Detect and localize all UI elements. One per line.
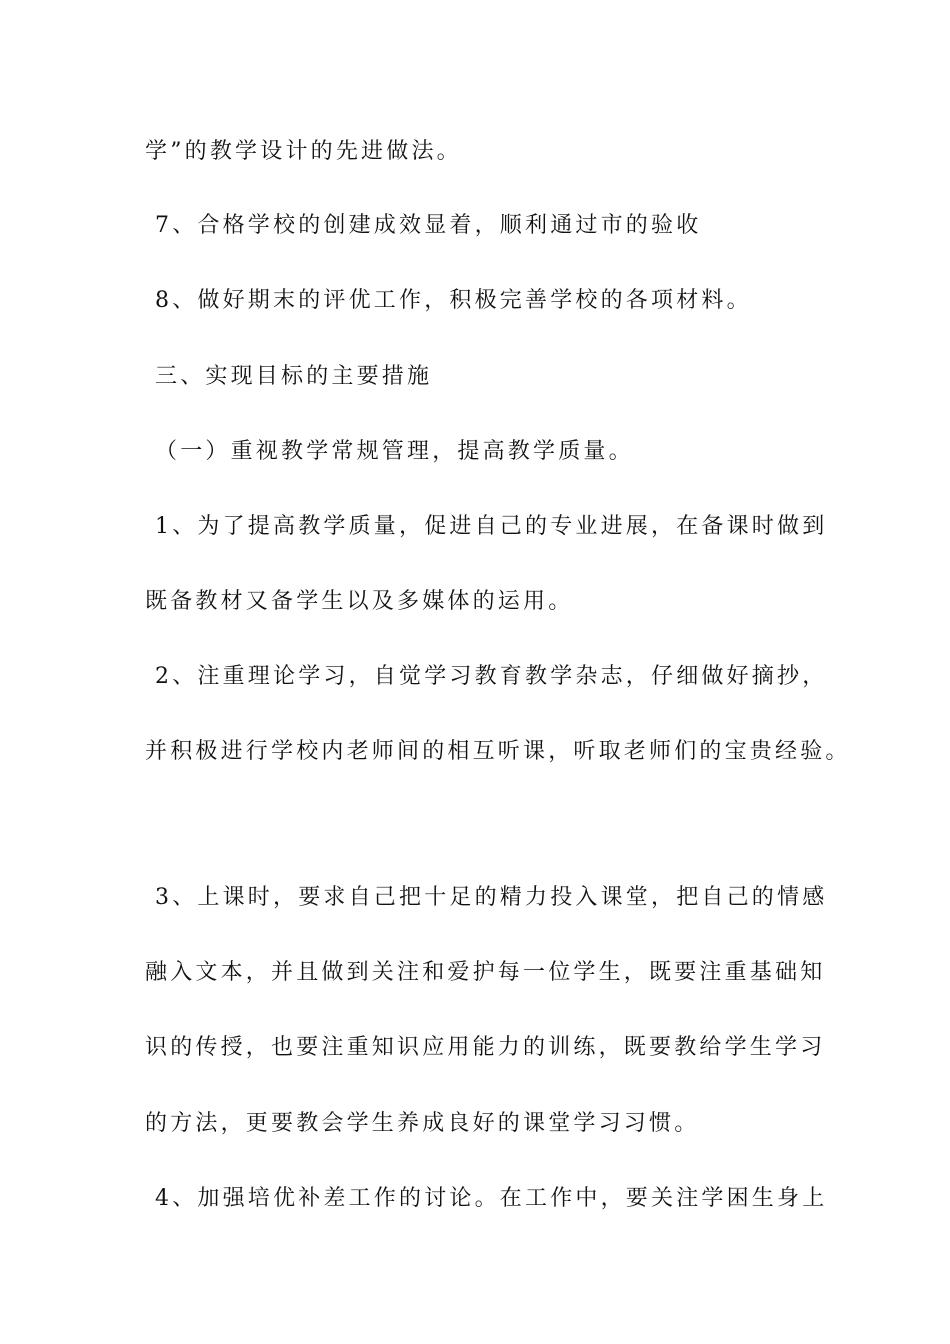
paragraph-4-line-1: 4、加强培优补差工作的讨论。在工作中，要关注学困生身上	[155, 1186, 828, 1211]
paragraph-3-line-3: 识的传授，也要注重知识应用能力的训练，既要教给学生学习	[145, 1035, 826, 1060]
paragraph-3-line-2: 融入文本，并且做到关注和爱护每一位学生，既要注重基础知	[145, 960, 826, 985]
paragraph-3-line-4: 的方法，更要教会学生养成良好的课堂学习习惯。	[145, 1111, 700, 1136]
text-line: 学”的教学设计的先进做法。	[145, 139, 462, 164]
section-heading: 三、实现目标的主要措施	[155, 364, 433, 389]
subsection-heading: （一）重视教学常规管理，提高教学质量。	[155, 439, 634, 464]
paragraph-2-line-1: 2、注重理论学习，自觉学习教育教学杂志，仔细做好摘抄，	[155, 664, 828, 689]
paragraph-1-line-2: 既备教材又备学生以及多媒体的运用。	[145, 589, 574, 614]
paragraph-3-line-1: 3、上课时，要求自己把十足的精力投入课堂，把自己的情感	[155, 885, 828, 910]
paragraph-1-line-1: 1、为了提高教学质量，促进自己的专业进展，在备课时做到	[155, 514, 828, 539]
list-item-8: 8、做好期末的评优工作，积极完善学校的各项材料。	[155, 288, 752, 313]
paragraph-2-line-2: 并积极进行学校内老师间的相互听课，听取老师们的宝贵经验。	[145, 739, 851, 764]
list-item-7: 7、合格学校的创建成效显着，顺利通过市的验收	[155, 213, 702, 238]
